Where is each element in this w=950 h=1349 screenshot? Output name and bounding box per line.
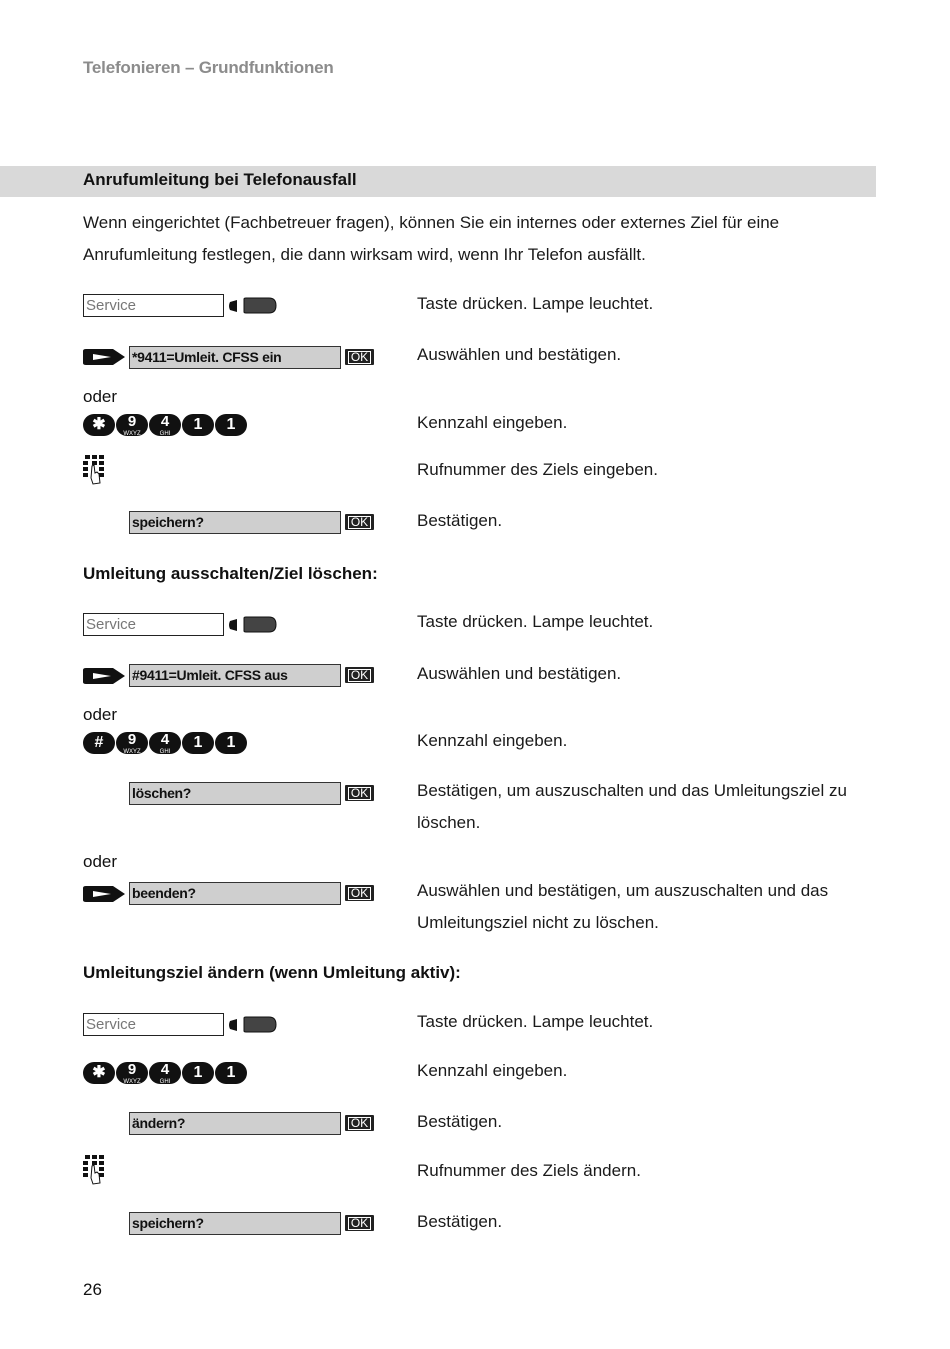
ok-label: OK <box>348 351 371 364</box>
keypad-icon <box>83 455 107 485</box>
service-key-label[interactable]: Service <box>83 613 224 636</box>
ok-button[interactable] <box>345 514 374 530</box>
step-desc: Bestätigen, um auszuschalten und das Umleitungsziel zu löschen. <box>417 781 847 832</box>
ok-button[interactable] <box>345 667 374 683</box>
ok-label: OK <box>348 1117 371 1130</box>
step-desc: Taste drücken. Lampe leuchtet. <box>417 612 654 631</box>
function-key-icon[interactable] <box>243 297 277 314</box>
oder-label: oder <box>83 387 118 406</box>
ok-button[interactable] <box>345 349 374 365</box>
ok-button[interactable] <box>345 885 374 901</box>
display-menu-item[interactable]: *9411=Umleit. CFSS ein <box>129 346 341 369</box>
step-desc: Auswählen und bestätigen. <box>417 664 622 683</box>
display-menu-item[interactable]: beenden? <box>129 882 341 905</box>
dial-code-keys <box>83 732 253 756</box>
key-9-icon[interactable]: 9 WXYZ <box>116 1062 148 1084</box>
lamp-icon <box>228 1019 237 1031</box>
scroll-arrow-icon[interactable] <box>83 886 125 902</box>
ok-label: OK <box>348 669 371 682</box>
key-1-icon[interactable]: 1 <box>215 414 247 436</box>
key-4-icon[interactable]: 4 GHI <box>149 414 181 436</box>
star-key-icon[interactable]: ✱ <box>83 1062 115 1084</box>
step-desc: Auswählen und bestätigen. <box>417 345 622 364</box>
oder-label: oder <box>83 705 118 724</box>
scroll-arrow-icon[interactable] <box>83 349 125 365</box>
display-prompt[interactable]: speichern? <box>129 511 341 534</box>
dial-code-keys <box>83 414 253 438</box>
ok-button[interactable] <box>345 1115 374 1131</box>
lamp-icon <box>228 619 237 631</box>
ok-label: OK <box>348 1217 371 1230</box>
step-desc: Rufnummer des Ziels eingeben. <box>417 460 658 479</box>
page-number: 26 <box>83 1280 102 1299</box>
step-desc: Taste drücken. Lampe leuchtet. <box>417 294 654 313</box>
dial-code-keys <box>83 1062 253 1086</box>
section-title: Anrufumleitung bei Telefonausfall <box>83 170 357 189</box>
step-desc: Taste drücken. Lampe leuchtet. <box>417 1012 654 1031</box>
ok-button[interactable] <box>345 1215 374 1231</box>
step-desc: Kennzahl eingeben. <box>417 413 568 432</box>
intro-paragraph: Wenn eingerichtet (Fachbetreuer fragen), können Sie ein internes oder externes Ziel für eine Anrufumleitung festlegen, die dann wirksam wird, wenn Ihr Telefon ausfällt. <box>83 213 780 264</box>
step-desc: Rufnummer des Ziels ändern. <box>417 1161 641 1180</box>
ok-label: OK <box>348 887 371 900</box>
display-prompt[interactable]: löschen? <box>129 782 341 805</box>
ok-label: OK <box>348 516 371 529</box>
scroll-arrow-icon[interactable] <box>83 668 125 684</box>
star-key-icon[interactable]: ✱ <box>83 414 115 436</box>
key-4-icon[interactable]: 4 GHI <box>149 732 181 754</box>
function-key-icon[interactable] <box>243 616 277 633</box>
step-desc: Kennzahl eingeben. <box>417 1061 568 1080</box>
subheading: Umleitungsziel ändern (wenn Umleitung aktiv): <box>83 963 461 982</box>
ok-label: OK <box>348 787 371 800</box>
step-desc: Bestätigen. <box>417 511 503 530</box>
lamp-icon <box>228 300 237 312</box>
display-menu-item[interactable]: #9411=Umleit. CFSS aus <box>129 664 341 687</box>
ok-button[interactable] <box>345 785 374 801</box>
display-prompt[interactable]: speichern? <box>129 1212 341 1235</box>
display-prompt[interactable]: ändern? <box>129 1112 341 1135</box>
step-desc: Kennzahl eingeben. <box>417 731 568 750</box>
key-4-icon[interactable]: 4 GHI <box>149 1062 181 1084</box>
service-key-label[interactable]: Service <box>83 294 224 317</box>
key-1-icon[interactable]: 1 <box>215 1062 247 1084</box>
subheading: Umleitung ausschalten/Ziel löschen: <box>83 564 378 583</box>
key-9-icon[interactable]: 9 WXYZ <box>116 414 148 436</box>
step-desc: Bestätigen. <box>417 1112 503 1131</box>
hash-key-icon[interactable]: # <box>83 732 115 754</box>
key-9-icon[interactable]: 9 WXYZ <box>116 732 148 754</box>
running-header: Telefonieren – Grundfunktionen <box>83 58 334 77</box>
key-1-icon[interactable]: 1 <box>182 1062 214 1084</box>
key-1-icon[interactable]: 1 <box>182 414 214 436</box>
service-key-label[interactable]: Service <box>83 1013 224 1036</box>
keypad-icon <box>83 1155 107 1185</box>
key-1-icon[interactable]: 1 <box>215 732 247 754</box>
step-desc: Auswählen und bestätigen, um auszuschalten und das Umleitungsziel nicht zu löschen. <box>417 881 829 932</box>
function-key-icon[interactable] <box>243 1016 277 1033</box>
step-desc: Bestätigen. <box>417 1212 503 1231</box>
key-1-icon[interactable]: 1 <box>182 732 214 754</box>
oder-label: oder <box>83 852 118 871</box>
